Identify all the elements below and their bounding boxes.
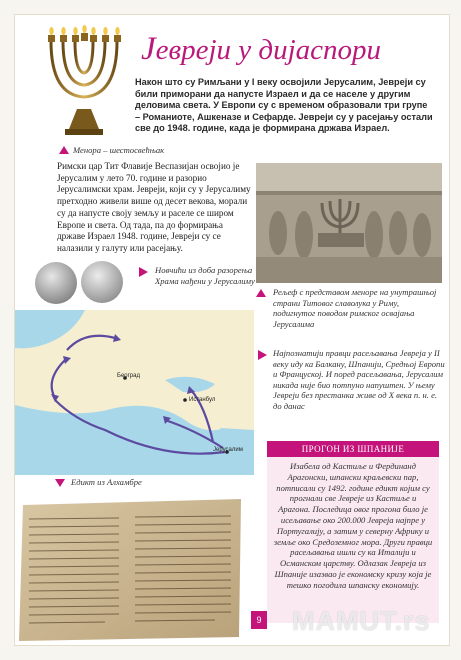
menorah-illustration xyxy=(35,21,133,139)
map-label-istanbul: Истанбул xyxy=(189,397,216,403)
coins-caption: Новчићи из доба разорења Храма нађени у Јерусалиму xyxy=(155,265,255,286)
expulsion-from-spain-box xyxy=(267,441,439,623)
map-label-belgrade: Београд xyxy=(117,373,140,379)
triangle-up-icon xyxy=(59,146,69,154)
book-page xyxy=(14,14,450,646)
watermark-logo: MAMUT.rs xyxy=(292,606,431,636)
triangle-down-icon xyxy=(55,479,65,487)
alhambra-decree-manuscript xyxy=(15,497,243,643)
history-paragraph: Римски цар Тит Флавије Веспазијан освојио је Јерусалим у лето 70. године и разорио Јерусалимски храм. Јевреји, који су у Јерусалиму претходно живели више од десет векова, морали су да напусте своју земљу и раселе се широм Европе и света. Од тада, па до формирања државе Израел 1948. године, Јевреји су се налазили у галуту или расејању. xyxy=(57,161,251,253)
triangle-right-icon xyxy=(139,267,148,277)
relief-caption: Рељеф с представом меноре на унутрашњој страни Титовог славолука у Риму, подигнутог поводом римског освајања Јерусалима xyxy=(273,287,437,329)
triangle-right-icon xyxy=(258,350,267,360)
box-text: Изабела од Кастиље и Фердинанд Арагонски, шпански краљевски пар, потписали су 1492. године едикт којим су прогнали све Јевреје из Кастиље и Арагона. Последица овог прогона било је исељавање око 200.000 Јевреја најпре у Португалију, а затим у северну Африку и земље око Средоземног мора. Други правци расељавања ишли су ка Италији и Османском царству. Одлазак Јевреја из Шпаније изазвао је економску кризу која је тешко погодила шпанску економију. xyxy=(273,461,433,590)
arch-relief-photo xyxy=(256,163,442,283)
page-number: 9 xyxy=(251,611,267,629)
migration-caption: Најпознатији правци расељавања Јевреја у II веку иду ка Балкану, Шпанији, Средњој Европи и Француској. И поред расељавања, Јерусалим никада није био потпуно напуштен. У њему Јевреји без престанка живе од X века п. н. е. до данас xyxy=(273,348,445,411)
coin-left xyxy=(35,262,77,304)
intro-paragraph: Након што су Римљани у I веку освојили Јерусалим, Јевреји су били примoрани да напусте Израел и да се населе у другим деловима света. У Европи су с временом образовали три групе – Романиоте, Ашкеназе и Сефарде. Јевреји су у расејању остали све до 1948. године, када је формирана држава Израел. xyxy=(135,77,433,134)
box-heading: ПРОГОН ИЗ ШПАНИЈЕ xyxy=(267,441,439,457)
coin-right xyxy=(81,261,123,303)
map-label-jerusalem: Јерусалим xyxy=(213,447,243,453)
menorah-caption: Менора – шестосвећњак xyxy=(73,145,165,155)
triangle-up-icon xyxy=(256,289,266,297)
page-title: Јевреји у дијаспори xyxy=(141,31,382,67)
edict-caption: Едикт из Алхамбре xyxy=(71,477,142,487)
